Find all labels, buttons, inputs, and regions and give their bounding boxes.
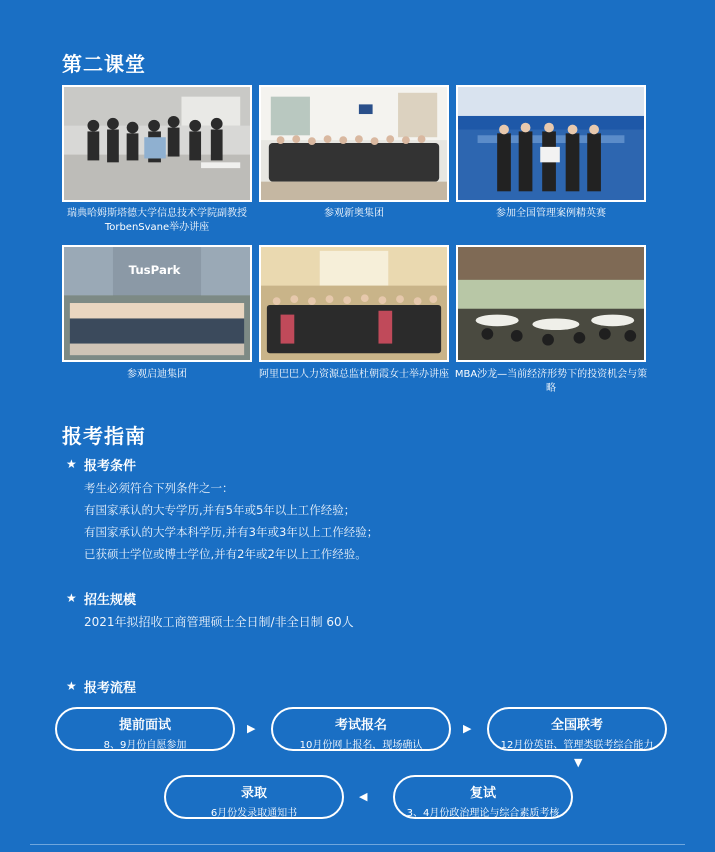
process-step-early-interview [55,707,235,751]
arrow-right-icon: ▶ [247,722,256,735]
divider [30,844,685,845]
condition-line: 考生必须符合下列条件之一： [84,481,234,495]
arrow-left-icon: ◀ [359,790,368,803]
step-desc: 3、4月份政治理论与综合素质考核 [406,808,560,819]
photo-case-competition [456,85,646,202]
condition-line: 已获硕士学位或博士学位,并有2年或2年以上工作经验。 [84,547,367,561]
photo-visit-enn [259,85,449,202]
photo-caption: 参加全国管理案例精英赛 [496,208,606,219]
process-step-admission [164,775,344,819]
building-sign: TusPark [128,263,181,278]
photo-alibaba-lecture [259,245,449,362]
photo-mba-salon [456,245,646,362]
step-desc: 12月份英语、管理类联考综合能力 [500,740,654,751]
step-title: 考试报名 [334,718,387,733]
subheading-process: 报考流程 [84,681,137,696]
star-icon: ★ [66,591,77,605]
photo-caption: MBA沙龙—当前经济形势下的投资机会与策略 [454,369,648,394]
step-title: 提前面试 [118,718,171,733]
arrow-down-icon: ▼ [574,756,583,769]
photo-caption: 瑞典哈姆斯塔德大学信息技术学院副教授TorbenSvane举办讲座 [67,208,247,233]
photo-visit-tusholdings [62,245,252,362]
section-title-second-classroom: 第二课堂 [62,52,146,76]
step-title: 录取 [240,786,267,801]
star-icon: ★ [66,457,77,471]
subheading-scale: 招生规模 [84,593,137,608]
condition-line: 有国家承认的大学本科学历,并有3年或3年以上工作经验； [84,525,379,539]
process-step-registration [271,707,451,751]
subheading-conditions: 报考条件 [84,459,137,474]
star-icon: ★ [66,679,77,693]
step-desc: 6月份发录取通知书 [210,808,298,819]
photo-lecture-sweden [62,85,252,202]
step-title: 全国联考 [550,718,603,733]
process-step-national-exam [487,707,667,751]
section-title-application-guide: 报考指南 [62,424,146,448]
photo-caption: 参观启迪集团 [127,369,187,380]
step-title: 复试 [469,786,496,801]
photo-caption: 阿里巴巴人力资源总监杜朝霞女士举办讲座 [259,369,449,380]
step-desc: 10月份网上报名，现场确认 [299,740,423,751]
condition-line: 有国家承认的大专学历,并有5年或5年以上工作经验； [84,503,356,517]
scale-text: 2021年拟招收工商管理硕士全日制/非全日制 60人 [84,615,354,629]
arrow-right-icon: ▶ [463,722,472,735]
process-step-retest [393,775,573,819]
photo-caption: 参观新奥集团 [324,208,384,219]
step-desc: 8、9月份自愿参加 [103,740,187,751]
